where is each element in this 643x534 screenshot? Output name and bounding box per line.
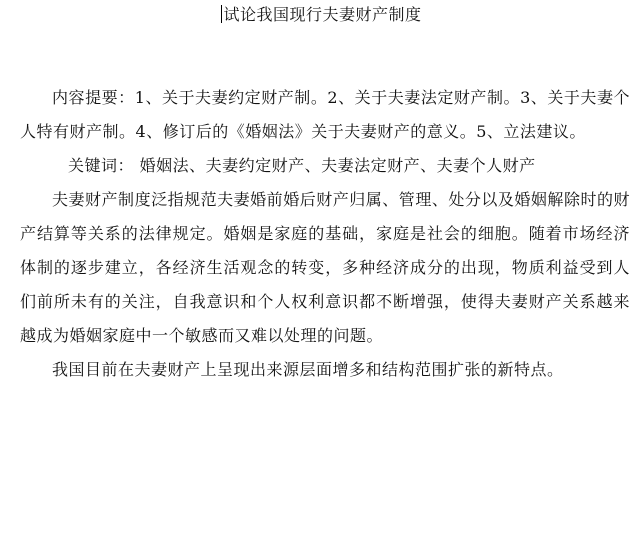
- abstract-paragraph: [20, 81, 630, 149]
- abstract-label: 内容提要：: [52, 88, 135, 107]
- abstract-item: 1、关于夫妻约定财产制。: [134, 88, 328, 107]
- keywords-paragraph: [20, 149, 630, 183]
- abstract-item: 2、关于夫妻法定财产制。: [327, 88, 521, 107]
- document-title: 试论我国现行夫妻财产制度: [223, 5, 422, 24]
- keywords-label: 关键词：: [68, 156, 135, 175]
- body-paragraph: 我国目前在夫妻财产上呈现出来源层面增多和结构范围扩张的新特点。: [52, 360, 564, 379]
- keywords-text: 婚姻法、夫妻约定财产、夫妻法定财产、夫妻个人财产: [139, 156, 536, 175]
- abstract-item: 4、修订后的《婚姻法》关于夫妻财产的意义。: [135, 122, 477, 141]
- document-title-line: [0, 4, 643, 26]
- abstract-item: 5、立法建议。: [476, 122, 586, 141]
- abstract-item: 3、关于夫妻个人特有财产制。: [20, 88, 630, 141]
- body-paragraph: 夫妻财产制度泛指规范夫妻婚前婚后财产归属、管理、处分以及婚姻解除时的财产结算等关系的法律规定。婚姻是家庭的基础，家庭是社会的细胞。随着市场经济体制的逐步建立，各经济生活观念的转变，多种经济成分的出现，物质利益受到人们前所未有的关注，自我意识和个人权利意识都不断增强，使得夫妻财产关系越来越成为婚姻家庭中一个敏感而又难以处理的问题。: [20, 190, 630, 345]
- document-body: [20, 81, 630, 387]
